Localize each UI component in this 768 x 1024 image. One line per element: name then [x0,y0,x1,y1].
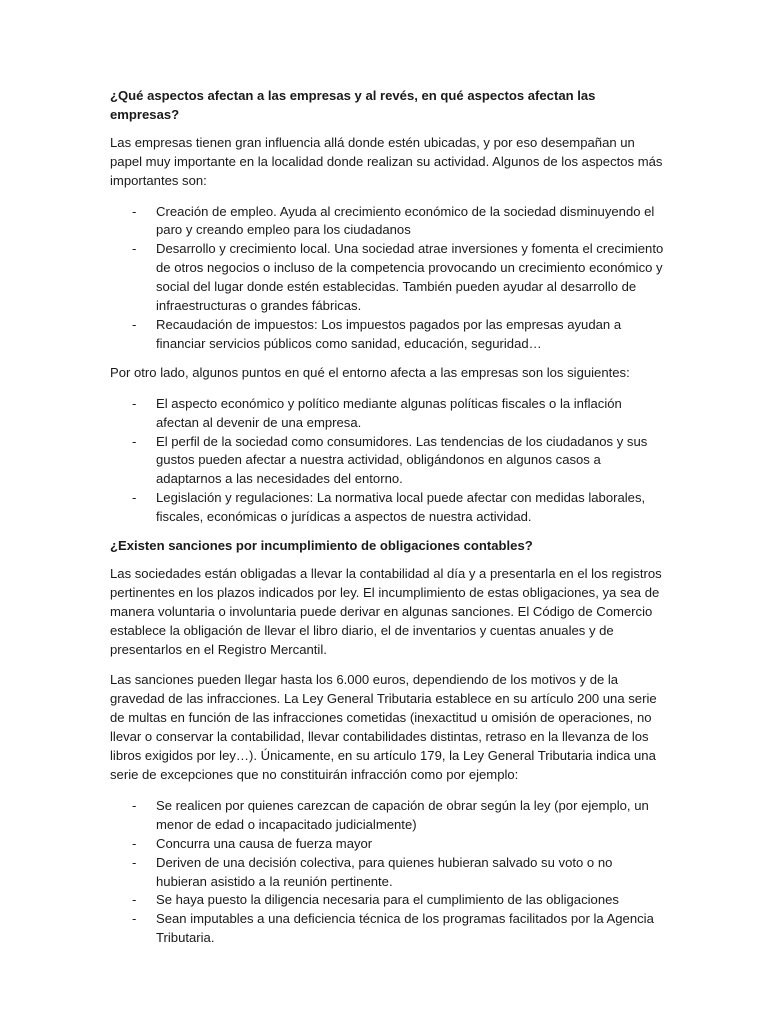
list-item-text: Sean imputables a una deficiencia técnica de los programas facilitados por la Agencia Tributaria. [156,911,654,946]
section-2-heading: ¿Existen sanciones por incumplimiento de obligaciones contables? [110,538,533,554]
bullet-dash: - [132,316,137,332]
list-item-text: El perfil de la sociedad como consumidores. Las tendencias de los ciudadanos y sus gustos pueden afectar a nuestra actividad, obligándonos en algunos casos a adaptarnos a las necesidades del entorno. [156,433,648,487]
list-item [110,489,666,527]
list-item-text: El aspecto económico y político mediante algunas políticas fiscales o la inflación afectan al devenir de una empresa. [156,395,622,430]
list-item-text: Concurra una causa de fuerza mayor [156,835,373,851]
list-item-text: Se haya puesto la diligencia necesaria para el cumplimiento de las obligaciones [156,892,619,908]
bullet-dash: - [132,395,137,411]
list-item-text: Se realicen por quienes carezcan de capación de obrar según la ley (por ejemplo, un menor de edad o incapacitado judicialmente) [156,797,649,832]
list-item [110,395,666,433]
list-item [110,835,666,854]
section-1-heading: ¿Qué aspectos afectan a las empresas y al revés, en qué aspectos afectan las empresas? [110,88,596,122]
list-item [110,854,666,892]
bullet-dash: - [132,892,137,908]
impact-list [110,203,666,354]
list-item [110,910,666,948]
exceptions-list [110,797,666,948]
environment-list [110,395,666,527]
section-2-paragraph-2: Las sanciones pueden llegar hasta los 6.000 euros, dependiendo de los motivos y de la gravedad de las infracciones. La Ley General Tributaria establece en su artículo 200 una serie de multas en función de las infracciones cometidas (inexactitud u omisión de operaciones, no llevar o conservar la contabilidad, llevar contabilidades distintas, retraso en la llevanza de los libros exigidos por ley…). Únicamente, en su artículo 179, la Ley General Tributaria indica una serie de excepciones que no constituirán infracción como por ejemplo: [110,672,657,782]
bullet-dash: - [132,854,137,870]
bullet-dash: - [132,797,137,813]
bullet-dash: - [132,241,137,257]
bullet-dash: - [132,433,137,449]
bullet-dash: - [132,835,137,851]
list-item-text: Recaudación de impuestos: Los impuestos pagados por las empresas ayudan a financiar servicios públicos como sanidad, educación, seguridad… [156,316,622,351]
list-item [110,433,666,490]
list-item [110,891,666,910]
list-item [110,316,666,354]
list-item-text: Deriven de una decisión colectiva, para quienes hubieran salvado su voto o no hubieran asistido a la reunión pertinente. [156,854,613,889]
list-item-text: Legislación y regulaciones: La normativa local puede afectar con medidas laborales, fiscales, económicas o jurídicas a aspectos de nuestra actividad. [156,490,646,525]
list-item [110,203,666,241]
bullet-dash: - [132,203,137,219]
section-2-paragraph-1: Las sociedades están obligadas a llevar la contabilidad al día y a presentarla en el los registros pertinentes en los plazos indicados por ley. El incumplimiento de estas obligaciones, ya sea de manera voluntaria o involuntaria puede derivar en algunas sanciones. El Código de Comercio establece la obligación de llevar el libro diario, el de inventarios y cuentas anuales y de presentarlos en el Registro Mercantil. [110,565,662,657]
bullet-dash: - [132,911,137,927]
section-1-intro: Las empresas tienen gran influencia allá donde estén ubicadas, y por eso desempañan un papel muy importante en la localidad donde realizan su actividad. Algunos de los aspectos más importantes son: [110,134,663,188]
list-item-text: Desarrollo y crecimiento local. Una sociedad atrae inversiones y fomenta el crecimiento de otros negocios o incluso de la competencia provocando un crecimiento económico y social del lugar donde estén establecidas. También pueden ayudar al desarrollo de infraestructuras o grandes fábricas. [156,241,664,314]
list-item [110,797,666,835]
list-item [110,240,666,316]
document-page [110,87,666,958]
section-1-paragraph-2: Por otro lado, algunos puntos en qué el entorno afecta a las empresas son los siguientes: [110,364,630,380]
bullet-dash: - [132,490,137,506]
list-item-text: Creación de empleo. Ayuda al crecimiento económico de la sociedad disminuyendo el paro y creando empleo para los ciudadanos [156,203,655,238]
